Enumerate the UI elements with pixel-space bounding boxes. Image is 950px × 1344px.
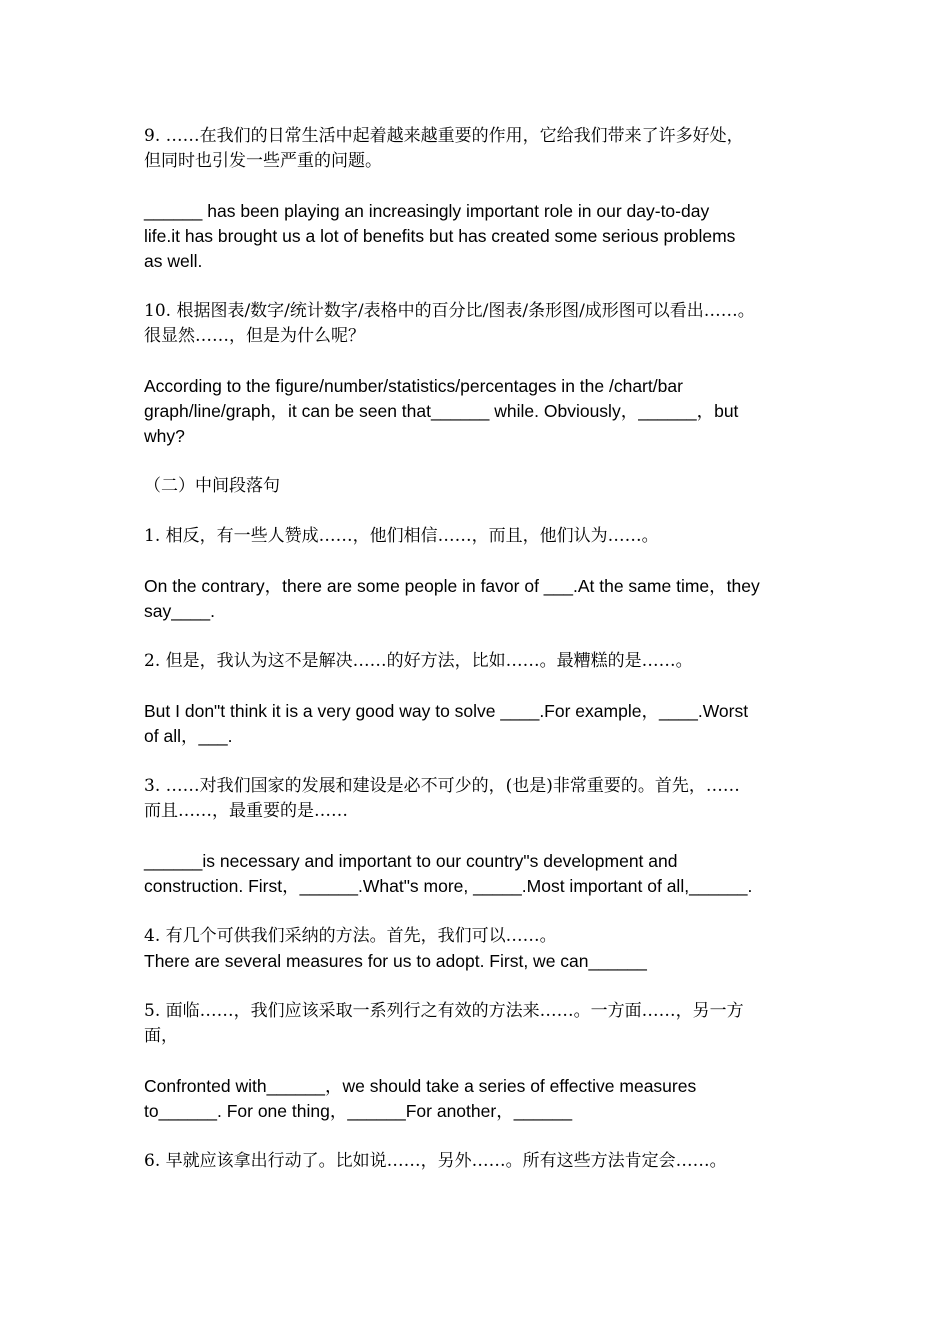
document-body [144,124,816,1174]
paragraph-zh-6: 6. 早就应该拿出行动了。比如说……，另外……。所有这些方法肯定会……。 [144,1151,727,1171]
paragraph-zh-9: 9. ……在我们的日常生活中起着越来越重要的作用，它给我们带来了许多好处， 但同时也引发一些严重的问题。 [144,126,744,171]
paragraph-zh-2: 2. 但是，我认为这不是解决……的好方法，比如……。最糟糕的是……。 [144,651,693,671]
paragraph-en-3: ______is necessary and important to our country"s development and construction. First，______.What"s more, _____.Most important of all,______. [144,851,753,896]
paragraph-zh-3: 3. ……对我们国家的发展和建设是必不可少的，(也是)非常重要的。首先，…… 而且……，最重要的是…… [144,776,740,821]
paragraph-en-2: But I don"t think it is a very good way to solve ____.For example，____.Worst of all，___. [144,701,749,746]
paragraph-en-4: There are several measures for us to adopt. First, we can______ [144,951,647,971]
paragraph-zh-1: 1. 相反，有一些人赞成……，他们相信……，而且，他们认为……。 [144,526,659,546]
paragraph-en-9: ______ has been playing an increasingly important role in our day-to-day life.it has brought us a lot of benefits but has created some serious problems as well. [144,201,736,271]
paragraph-zh-5: 5. 面临……，我们应该采取一系列行之有效的方法来……。一方面……，另一方 面， [144,1001,744,1046]
section-heading: （二）中间段落句 [144,476,280,496]
paragraph-en-5: Confronted with______，we should take a series of effective measures to______. For one thing，______For another，______ [144,1076,697,1121]
paragraph-zh-10: 10. 根据图表/数字/统计数字/表格中的百分比/图表/条形图/成形图可以看出……。 很显然……，但是为什么呢？ [144,301,755,346]
paragraph-en-10: According to the figure/number/statistics/percentages in the /chart/bar graph/line/graph，it can be seen that______ while. Obviously，______，but why? [144,376,739,446]
paragraph-zh-4: 4. 有几个可供我们采纳的方法。首先，我们可以……。 [144,926,557,946]
paragraph-en-1: On the contrary，there are some people in favor of ___.At the same time，they say____. [144,576,760,621]
